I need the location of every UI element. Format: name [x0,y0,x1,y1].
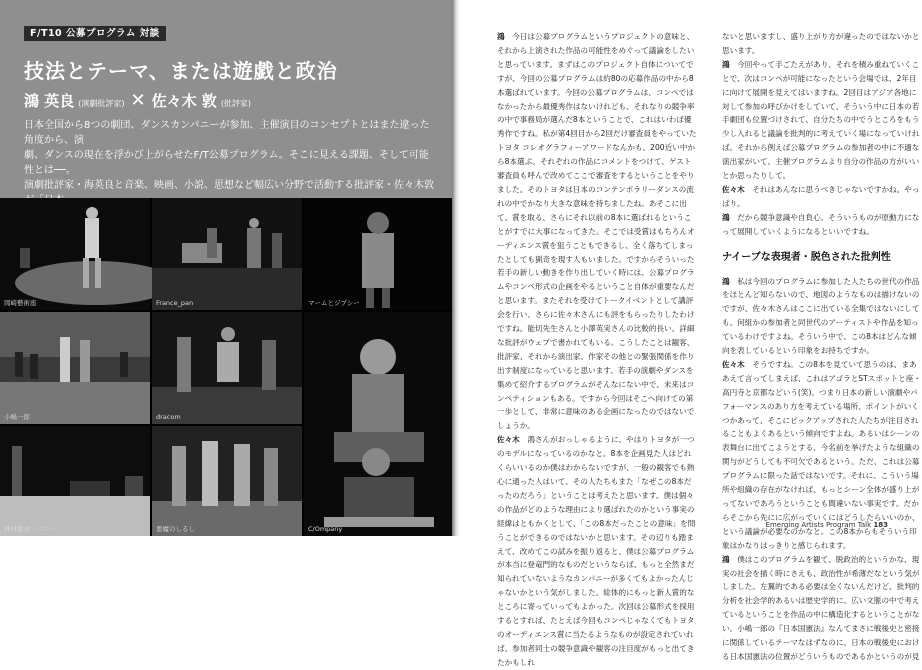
paragraph-text: 鴻さんがおっしゃるように、やはりトヨタが一つのモデルになっているのかなと。8本を企画見た人はどれくらいいるのか僕はわからないですが、一般の観客でも熱心に通った人はいて、その人たちもまた「なぜこの8本だったのだろう」ということは考えたと思います。僕は個々の作品がどのような理由により選ばれたのかという事実の経緯はともかくとして、「この8本だったことの意味」を問うことができるのではないかと思います。その辺りも踏まえて、改めてこの試みを振り返ると、僕は公募プログラムが本当に登竜門的なものだというならば、もっと全然まだ知られていないようなカンパニーが多くてもよかったんじゃないかという気がしました。総体的にもっと新人賞的なところに寄っていってもよかった。次回は公募形式を採用するとすれば、たとえば今回もコンペじゃなくてもトヨタのオーディエンス賞に当たるようなものが設定されていれば、参加者同士の競争意識や観客の注目度がもっと出てきたかもしれ [497,435,696,667]
right-page [460,0,921,667]
paragraph [497,433,697,669]
speaker-label: 鴻 [722,276,730,286]
paragraph-text: 私は今回のプログラムに参加した人たちの世代の作品をほとんど知らないので、地図のようなものは描けないのですが、佐々木さんはここに出ている全集ではないにしても、何組かの参加者と同世代のアーティストや作品を知っているわけですよね。そういう中で、この8本はどんな傾向を表しているという印象をお持ちですか。 [722,276,920,356]
paragraph-text: だから競争意識や自負心、そういうものが原動力になって展開していくようになるといいですね。 [722,212,920,236]
photo-dracom [152,312,302,424]
speaker1-name: 鴻 英良 [24,92,75,110]
paragraph [722,553,922,664]
photo-caption: 悪魔のしるし [156,525,195,533]
photo-mum-gypsy [304,198,452,310]
page-footer [766,521,888,529]
section-tag: F/T10 公募プログラム 対談 [24,26,166,41]
speaker2-role: (批評家) [220,99,252,108]
speaker-label: 鴻 [497,32,505,41]
photo-caption: 岡崎藝術座 [4,299,37,307]
speaker1-role: (演劇批評家) [78,99,125,108]
speaker-label: 佐々木 [722,359,745,369]
photo-france-pan [152,198,302,310]
speaker-label: 佐々木 [722,184,745,194]
paragraph-text: そうですね。この8本を見ていて思うのは、まああえて言ってしまえば、これはアゴラとSTスポットと座・高円寺と京都などいう(笑)。つまり日本の新しい演劇やパフォーマンスのあり方を考えている場所、ポイントがいくつかあって、そこにピックアップされた人たちが注目されることもよくあるという傾向ですよね。あるいはシーンの表舞台に出てこようとする、今名前を挙げたような組織の関与がどうしても不可欠であるという。ただ、これは公募プログラムに限った話ではないです。それに、こういう場所や組織の存在がなければ、もっとシーン全体が盛り上がってないであろうということも間違いない事実です。だからそこから先にに広がっていくにはどうしたらいいのか、という議論が必要なのかなと。この8本からもそういう印象はかなりはっきりと感じられます。 [722,359,921,550]
lead-line: 劇、ダンスの現在を浮かび上がらせたF/T公募プログラム。そこに見える課題、そして可能性とは──。 [24,150,429,176]
paragraph-text: 今日は公募プログラムというプロジェクトの意味と、それから上演された作品の可能性をめぐって議論をしたいと思っています。まずはこのプロジェクト自体についてですが、今回の公募プログラムは約80の応募作品の中から8本選ばれています。今回の公募プログラムは、コンペではなかったから最優秀作はないけれども、それなりの競争率の中で事務局が選んだ8本ということで、これはいわば優秀作ですね。私が第4回目から2回だけ審査員をやっていたトヨタ コレオグラフィーアワードなんかも、200近い中から8本選ぶ。それぞれの作品にコメントをつけて、ゲスト審査員も呼んで改めてここで審査をするということをやりました。そのトヨタは日本のコンテンポラリーダンスの流れの中でかなり大きな意味を持ちましたね。あそこに出て、賞を取る、さらにそれ以前の8本に選ばれるということがすでに大事になってきた。そこでは受賞はもちろんオーディエンス賞を狙うこともできるし、全く落ちてしまったとしても猟奇を現す人もいました。ですからそういった若手の新しい動きを作り出していく時には、公募プログラムやコンペ形式の企画をやるということ自体が重要なんだと思います。またそれを受けてトークイベントとして講評会を行い、さらに佐々木さんにも評をもらったりしたわけですね。能切先生さんと小澤英実さんの比較的長い、詳細な批評がウェブで書かれてもいる。こうしたことは観客、批評家、それから演出家、作家その他との緊張関係を作り出す制度になっていると思います。若手の演劇やダンスを集めて紹介するプログラムがそんなにない中で、未来はコンペティションもある。ですから今回はそこへ向けての第一歩として、非常に意味のある企画になったのではないでしょうか。 [497,32,697,431]
paragraph-text: 僕はこのプログラムを観て、脱政治的というかな、現実の社会を描く時にさえも、政治性が希薄だなという気がしました。左翼的である必要は全くないんだけど、批判的分析を社会学的あるいは歴史学的に、広い文脈の中で考えているということを作品の中に構造化するということがない。小嶋一郎の『日本国憲法』なんてまさに戦後史と密接に関係しているテーマなはずなのに、日本の戦後史における日本国憲法の位置がどういうものであるかというのが見 [722,554,920,661]
speaker-label: 鴻 [722,212,730,222]
speaker-label: 鴻 [722,554,730,564]
left-page [0,0,455,536]
speaker2-name: 佐々木 敦 [151,92,217,110]
speaker-label: 鴻 [722,59,730,69]
photo-caption: マームとジプシー [308,299,360,307]
photo-company [304,312,452,536]
photo-grid [0,198,452,536]
lead-line: 日本全国から8つの劇団、ダンスカンパニーが参加、主催演目のコンセプトとはまた違った角度から、演 [24,120,430,146]
lead-line: 演劇批評家・海英良と音楽、映画、小説、思想など幅広い分野で活動する批評家・佐々木敦 [24,180,434,191]
paragraph [722,30,922,58]
page-number: 183 [873,521,888,529]
cross-mark: ✕ [130,90,146,111]
photo-caption: C/Ompany [308,525,343,533]
section-heading: ナイーブな表現者・脱色された批判性 [722,251,891,263]
text-column-2 [722,30,922,664]
speaker-label: 佐々木 [497,435,520,445]
photo-caption: France_pan [156,299,194,307]
paragraph [722,58,922,183]
photo-kamimura [0,426,150,536]
photo-caption: 神村恵カンパニー [4,525,56,533]
photo-akuma [152,426,302,536]
paragraph [722,275,922,358]
paragraph-text: それはあんなに思うべきじゃないですかね。やっぱり。 [722,184,920,208]
paragraph-text: ないと思いますし、盛り上がり方が違ったのではないかと思います。 [722,32,920,55]
footer-series: Emerging Artists Program Talk [765,521,872,529]
photo-caption: 小嶋一郎 [4,413,30,421]
paragraph [722,183,922,211]
page-gutter [452,0,460,536]
photo-okazaki [0,198,150,310]
paragraph-text: 今回やって手ごたえがあり、それを積み重ねていくことで、次はコンペが可能になったという会場では、2年目に向けて展開を見えてはいますね。2回目はアジア各地に対して参加の呼びかけをしていて、そういう中に日本の若手劇団も位置づけされて、自分たちの中でうところをもう少し入れると議論を批判的に考えていく場になっていければ。それから例えば公募プログラムの参加者の中に不適な演出家がいて、主催プログラムより自分の作品の方がいいとか思ったりして。 [722,59,920,181]
speaker-names [24,90,251,111]
text-column-1 [497,30,697,670]
paragraph [722,211,922,239]
article-title: 技法とテーマ、または遊戯と政治 [24,59,338,83]
photo-caption: dracom [156,413,181,421]
photo-kojima [0,312,150,424]
paragraph [497,30,697,433]
